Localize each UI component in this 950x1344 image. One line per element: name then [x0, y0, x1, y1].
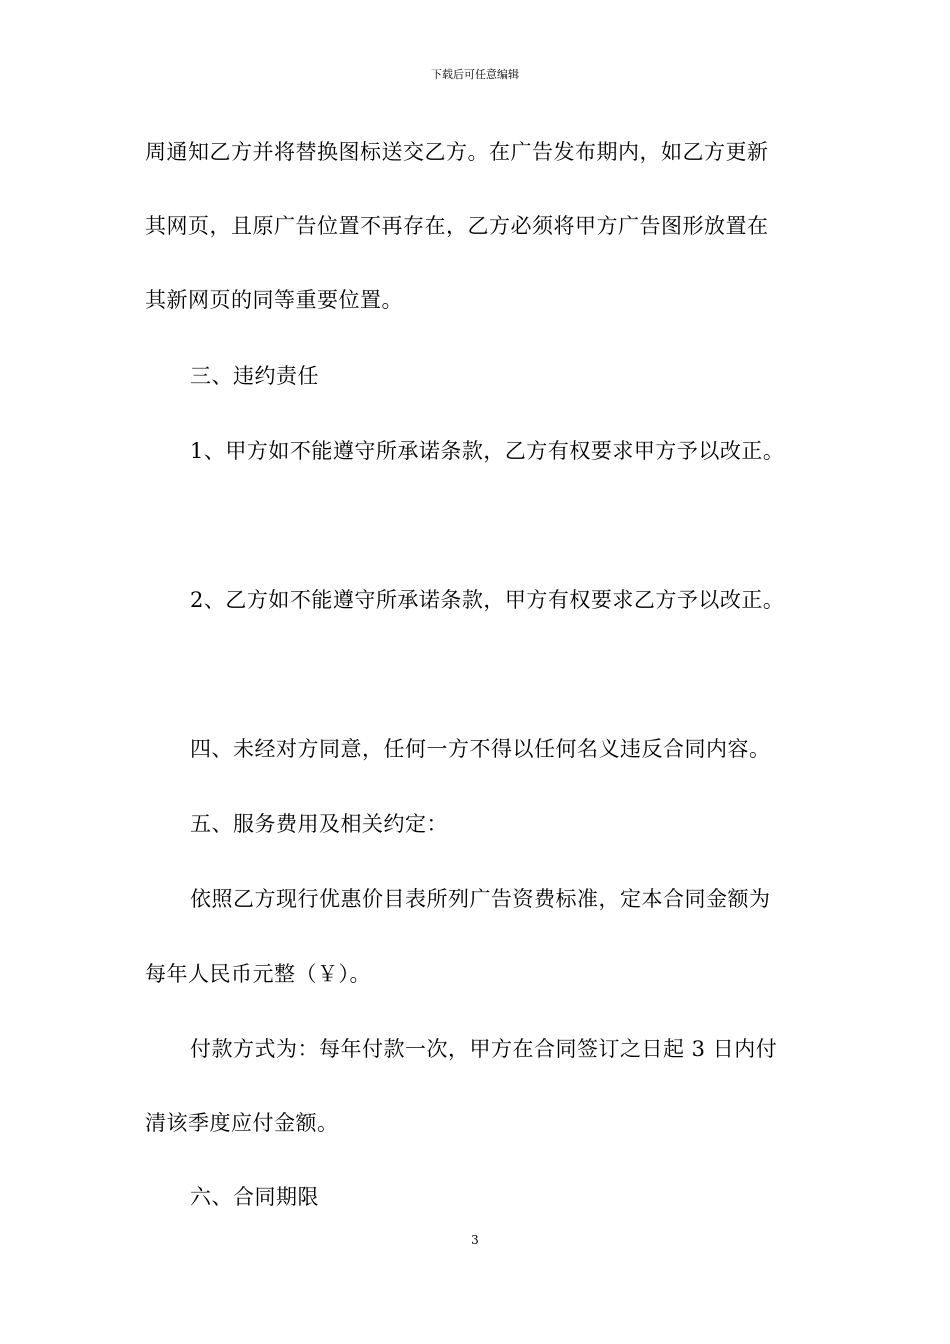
paragraph-line: 其新网页的同等重要位置。	[145, 288, 403, 312]
paragraph-line: 其网页，且原广告位置不再存在，乙方必须将甲方广告图形放置在	[145, 214, 769, 238]
paragraph-line: 清该季度应付金额。	[145, 1111, 339, 1135]
paragraph-line: 付款方式为：每年付款一次，甲方在合同签订之日起 3 日内付	[190, 1037, 778, 1061]
clause-line: 2、乙方如不能遵守所承诺条款，甲方有权要求乙方予以改正。	[190, 588, 785, 612]
header-note: 下载后可任意编辑	[431, 68, 519, 81]
section-heading-term: 六、合同期限	[190, 1185, 319, 1209]
section-heading-fees: 五、服务费用及相关约定：	[190, 812, 448, 836]
section-heading-consent: 四、未经对方同意，任何一方不得以任何名义违反合同内容。	[190, 737, 771, 761]
section-heading-breach: 三、违约责任	[190, 364, 319, 388]
paragraph-line: 每年人民币元整（￥）。	[145, 962, 371, 986]
paragraph-line: 依照乙方现行优惠价目表所列广告资费标准，定本合同金额为	[190, 887, 771, 911]
clause-line: 1、甲方如不能遵守所承诺条款，乙方有权要求甲方予以改正。	[190, 439, 785, 463]
paragraph-line: 周通知乙方并将替换图标送交乙方。在广告发布期内，如乙方更新	[145, 140, 769, 164]
page-number: 3	[471, 1233, 479, 1247]
